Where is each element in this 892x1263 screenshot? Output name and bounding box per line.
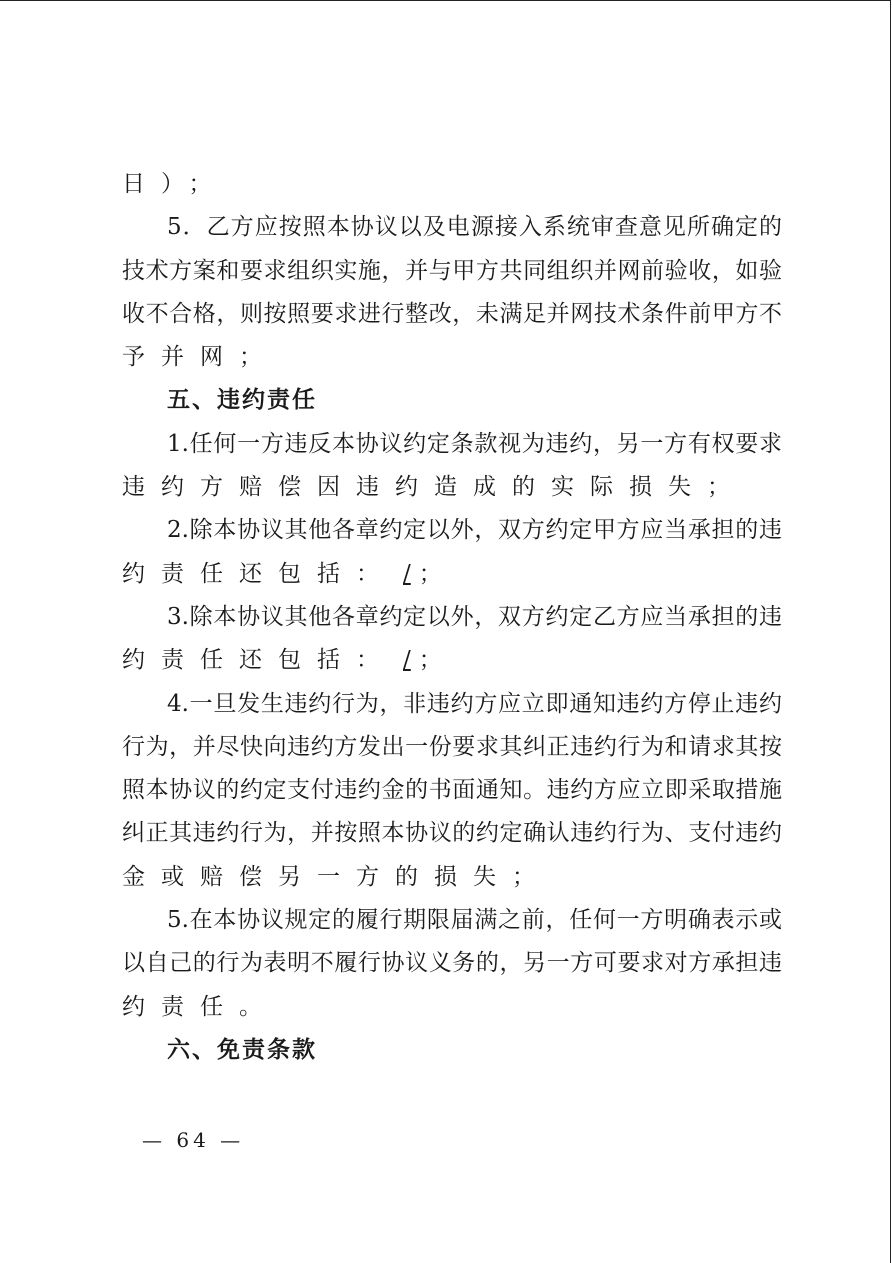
section-heading: 五、违约责任 <box>167 387 317 414</box>
text-line: 纠正其违约行为，并按照本协议的约定确认违约行为、支付违约 <box>122 820 782 847</box>
text-line: 予并网； <box>122 344 278 371</box>
fill-in-blank: / <box>403 560 411 587</box>
text-line: 以自己的行为表明不履行协议义务的，另一方可要求对方承担违 <box>122 950 782 977</box>
text-line: 行为，并尽快向违约方发出一份要求其纠正违约行为和请求其按 <box>122 733 782 760</box>
text-line: 4.一旦发生违约行为，非违约方应立即通知违约方停止违约 <box>167 690 782 717</box>
text-line: 5．乙方应按照本协议以及电源接入系统审查意见所确定的 <box>167 214 782 241</box>
text-line: 2.除本协议其他各章约定以外，双方约定甲方应当承担的违 <box>167 517 782 544</box>
text-line: 照本协议的约定支付违约金的书面通知。违约方应立即采取措施 <box>122 777 782 804</box>
text-line: 金或赔偿另一方的损失； <box>122 863 551 890</box>
text-line: 5.在本协议规定的履行期限届满之前，任何一方明确表示或 <box>167 907 782 934</box>
document-body <box>122 163 782 1072</box>
line-text: 约责任还包括： <box>122 647 395 674</box>
text-line: 收不合格，则按照要求进行整改，未满足并网技术条件前甲方不 <box>122 300 782 327</box>
text-line: 1.任何一方违反本协议约定条款视为违约，另一方有权要求 <box>167 430 782 457</box>
text-line: 技术方案和要求组织实施，并与甲方共同组织并网前验收，如验 <box>122 257 782 284</box>
text-line: 违约方赔偿因违约造成的实际损失； <box>122 474 746 501</box>
line-punct: ； <box>418 560 458 587</box>
section-heading: 六、免责条款 <box>167 1036 317 1063</box>
text-line <box>122 553 782 596</box>
line-text: 约责任还包括： <box>122 560 395 587</box>
text-line: 约责任。 <box>122 993 278 1020</box>
text-line <box>122 639 782 682</box>
fill-in-blank: / <box>403 647 411 674</box>
page-number: — 64 — <box>142 1128 245 1152</box>
line-punct: ； <box>418 647 458 674</box>
text-line: 日）； <box>122 171 228 197</box>
text-line: 3.除本协议其他各章约定以外，双方约定乙方应当承担的违 <box>167 603 782 630</box>
